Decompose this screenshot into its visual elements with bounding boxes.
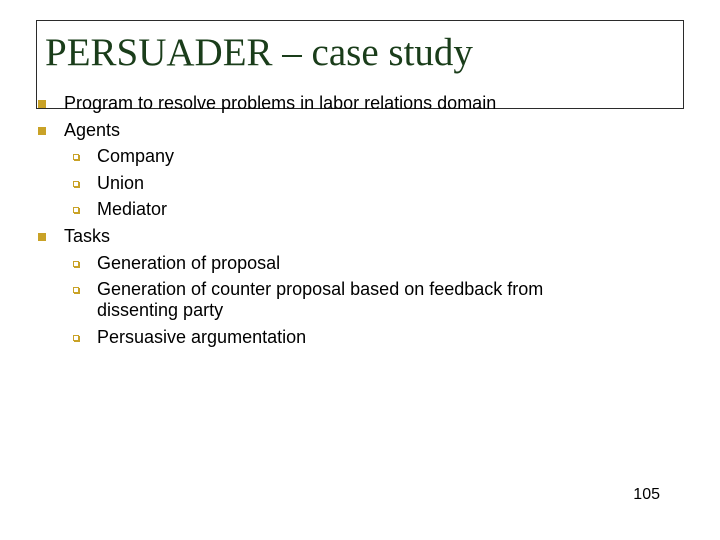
list-item-text: Generation of counter proposal based on feedback from dissenting party: [97, 279, 544, 321]
bullet-list: [0, 93, 720, 353]
list-item-text: Union: [97, 172, 145, 193]
list-item-text: Generation of proposal: [97, 252, 281, 273]
list-item: [0, 173, 720, 194]
page-number: 105: [633, 486, 660, 503]
slide-title: PERSUADER – case study: [45, 31, 473, 74]
list-item-text: Persuasive argumentation: [97, 326, 307, 347]
hollow-square-bullet-icon: [73, 207, 79, 213]
hollow-square-bullet-icon: [73, 181, 79, 187]
list-item: [0, 199, 720, 220]
list-item-text: Mediator: [97, 199, 168, 220]
hollow-square-bullet-icon: [73, 287, 79, 293]
list-item: [0, 226, 720, 247]
hollow-square-bullet-icon: [73, 335, 79, 341]
list-item-text: Company: [97, 146, 175, 167]
hollow-square-bullet-icon: [73, 261, 79, 267]
list-item: [0, 253, 720, 274]
list-item-text: Agents: [64, 119, 121, 140]
hollow-square-bullet-icon: [73, 154, 79, 160]
list-item: [0, 279, 720, 321]
list-item-text: Tasks: [64, 225, 111, 246]
square-bullet-icon: [38, 233, 46, 241]
list-item: [0, 93, 720, 114]
list-item-text: Program to resolve problems in labor relations domain: [64, 93, 497, 113]
list-item: [0, 327, 720, 348]
square-bullet-icon: [38, 100, 46, 108]
list-item: [0, 120, 720, 141]
list-item: [0, 146, 720, 167]
square-bullet-icon: [38, 127, 46, 135]
